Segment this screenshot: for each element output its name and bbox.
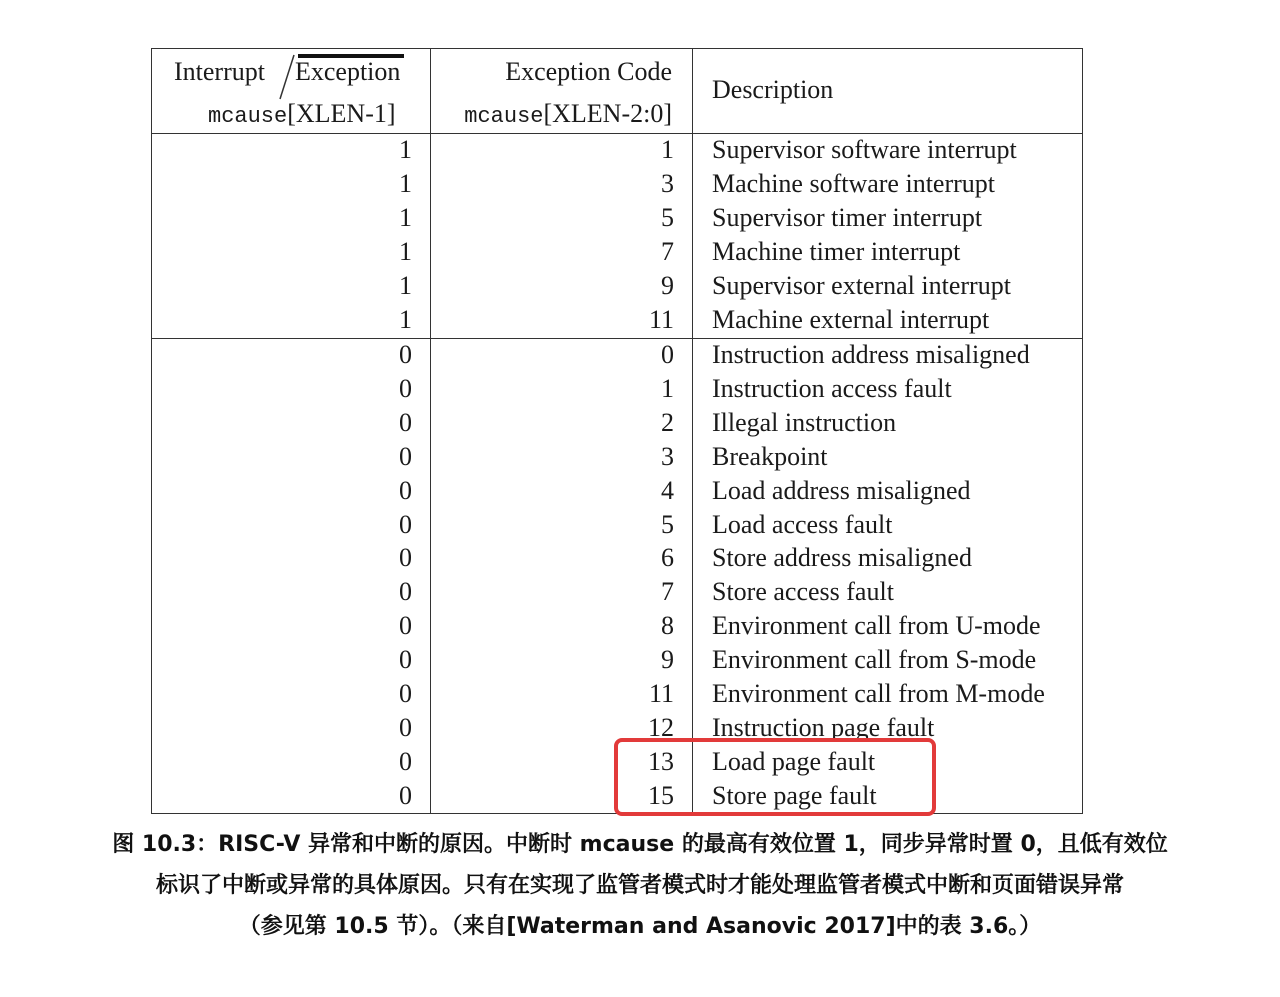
cause-description: Environment call from M-mode: [712, 679, 1045, 708]
exception-code: 8: [661, 611, 674, 641]
cause-description: Illegal instruction: [712, 407, 897, 437]
table-row: [152, 133, 1082, 167]
interrupt-bit: 0: [399, 577, 412, 607]
interrupt-bit: 1: [399, 202, 412, 232]
table-row: [152, 372, 1082, 406]
exception-code: 3: [661, 168, 674, 198]
table-row: [152, 541, 1082, 575]
cause-description: Supervisor timer interrupt: [712, 202, 983, 232]
cause-description: Load address misaligned: [712, 475, 971, 505]
table-row: [152, 338, 1082, 372]
exception-code: 12: [648, 712, 674, 742]
interrupt-bit: 0: [399, 780, 412, 810]
cause-description: Supervisor software interrupt: [712, 135, 1017, 164]
interrupt-bit: 0: [399, 441, 412, 471]
header-interrupt: Interrupt: [174, 57, 265, 86]
table-row: [152, 677, 1082, 711]
table-row: [152, 474, 1082, 508]
interrupt-bit: 0: [399, 611, 412, 641]
cause-description: Store page fault: [712, 780, 877, 810]
cause-description: Load page fault: [712, 746, 876, 776]
exception-code: 1: [661, 373, 674, 403]
exception-code: 15: [648, 780, 674, 810]
exception-code: 11: [648, 679, 674, 708]
exception-code: 13: [648, 746, 674, 776]
header-mcause-code: mcause[XLEN-2:0]: [464, 99, 672, 129]
cause-description: Supervisor external interrupt: [712, 270, 1011, 300]
cause-description: Store access fault: [712, 577, 894, 607]
exception-code: 9: [661, 270, 674, 300]
exception-code: 7: [661, 236, 674, 266]
caption-line-1: 图 10.3：RISC-V 异常和中断的原因。中断时 mcause 的最高有效位置 1，同步异常时置 0，且低有效位: [112, 832, 1168, 857]
exception-code: 5: [661, 202, 674, 232]
exception-code: 1: [661, 135, 674, 164]
table-row: [152, 235, 1082, 269]
interrupt-bit: 1: [399, 304, 412, 334]
interrupt-bit: 0: [399, 679, 412, 708]
cause-description: Machine external interrupt: [712, 304, 990, 334]
table-row: [152, 440, 1082, 474]
table-row: [152, 508, 1082, 542]
interrupt-bit: 1: [399, 168, 412, 198]
interrupt-bit: 1: [399, 270, 412, 300]
exception-code: 5: [661, 509, 674, 539]
exception-code: 2: [661, 407, 674, 437]
caption-line-3: （参见第 10.5 节）。（来自[Waterman and Asanovic 2017]中的表 3.6。）: [238, 914, 1042, 939]
table-row: [152, 609, 1082, 643]
cause-description: Breakpoint: [712, 441, 828, 471]
cause-description: Environment call from S-mode: [712, 645, 1037, 675]
cause-description: Instruction page fault: [712, 712, 935, 742]
cause-description: Environment call from U-mode: [712, 611, 1041, 641]
interrupt-bit: 0: [399, 373, 412, 403]
table-row: [152, 643, 1082, 677]
cause-description: Load access fault: [712, 509, 893, 539]
exception-code: 4: [661, 475, 674, 505]
exception-code: 6: [661, 543, 674, 573]
interrupt-bit: 0: [399, 475, 412, 505]
table-row: [152, 303, 1082, 337]
interrupt-bit: 0: [399, 746, 412, 776]
header-exception-code: Exception Code: [505, 57, 672, 86]
highlight-box: [614, 738, 936, 816]
exception-code: 9: [661, 645, 674, 675]
figure-caption: [60, 824, 1220, 947]
interrupt-bit: 0: [399, 407, 412, 437]
table-row: [152, 201, 1082, 235]
table-row: [152, 406, 1082, 440]
exception-overline: [298, 54, 404, 58]
exception-code: 11: [648, 304, 674, 334]
exception-code: 0: [661, 340, 674, 369]
cause-description: Machine timer interrupt: [712, 236, 961, 266]
interrupt-bit: 1: [399, 135, 412, 164]
mcause-table: [151, 48, 1083, 814]
interrupt-bit: 0: [399, 340, 412, 369]
header-exception: Exception: [295, 57, 401, 86]
table-row: [152, 269, 1082, 303]
interrupt-bit: 0: [399, 543, 412, 573]
interrupt-bit: 1: [399, 236, 412, 266]
interrupt-bit: 0: [399, 712, 412, 742]
table-row: [152, 167, 1082, 201]
exception-code: 7: [661, 577, 674, 607]
header-description: Description: [712, 75, 834, 104]
cause-description: Instruction address misaligned: [712, 340, 1030, 369]
cause-description: Store address misaligned: [712, 543, 972, 573]
header-mcause-msb: mcause[XLEN-1]: [208, 99, 396, 129]
caption-line-2: 标识了中断或异常的具体原因。只有在实现了监管者模式时才能处理监管者模式中断和页面错误异常: [155, 873, 1124, 898]
cause-description: Machine software interrupt: [712, 168, 996, 198]
cause-description: Instruction access fault: [712, 373, 952, 403]
exception-code: 3: [661, 441, 674, 471]
interrupt-bit: 0: [399, 509, 412, 539]
table-row: [152, 575, 1082, 609]
interrupt-bit: 0: [399, 645, 412, 675]
